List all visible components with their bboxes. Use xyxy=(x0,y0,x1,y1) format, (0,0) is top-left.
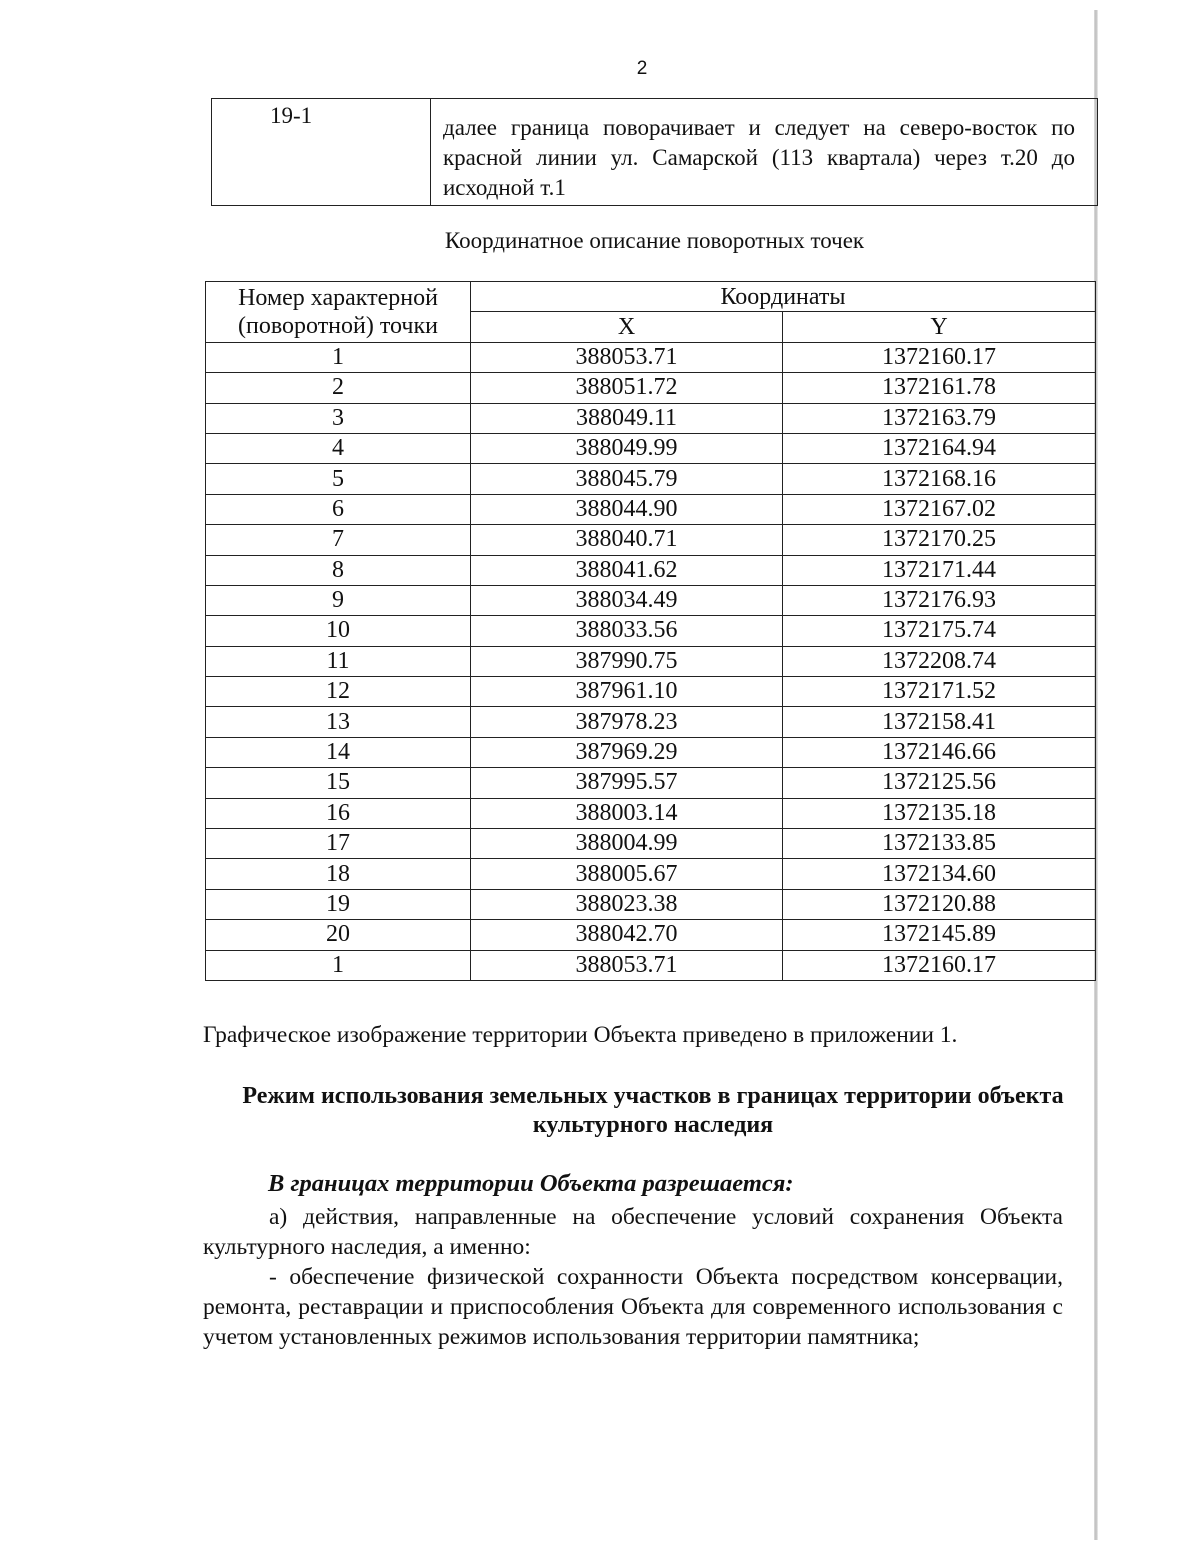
table-row xyxy=(206,494,1096,524)
table-row xyxy=(206,737,1096,767)
x-coordinate-cell: 387978.23 xyxy=(471,707,783,737)
point-number-cell: 5 xyxy=(206,464,471,494)
y-coordinate-cell: 1372145.89 xyxy=(783,920,1096,950)
x-coordinate-cell: 388004.99 xyxy=(471,829,783,859)
allowed-heading: В границах территории Объекта разрешается: xyxy=(268,1170,794,1197)
point-number-cell: 13 xyxy=(206,707,471,737)
y-coordinate-cell: 1372146.66 xyxy=(783,737,1096,767)
point-number-cell: 14 xyxy=(206,737,471,767)
y-coordinate-cell: 1372167.02 xyxy=(783,494,1096,524)
point-number-cell: 8 xyxy=(206,555,471,585)
segment-number: 19-1 xyxy=(212,99,431,206)
page-number: 2 xyxy=(636,58,648,79)
point-number-cell: 2 xyxy=(206,373,471,403)
y-coordinate-cell: 1372171.52 xyxy=(783,677,1096,707)
table-row xyxy=(206,829,1096,859)
x-coordinate-cell: 388005.67 xyxy=(471,859,783,889)
boundary-description-table xyxy=(211,98,1098,206)
table-row xyxy=(206,373,1096,403)
x-coordinate-cell: 388049.99 xyxy=(471,433,783,463)
coordinates-table xyxy=(205,281,1096,981)
x-coordinate-cell: 388044.90 xyxy=(471,494,783,524)
table-row xyxy=(206,798,1096,828)
x-coordinate-cell: 387969.29 xyxy=(471,737,783,767)
y-coordinate-cell: 1372208.74 xyxy=(783,646,1096,676)
header-x: X xyxy=(471,312,783,342)
y-coordinate-cell: 1372171.44 xyxy=(783,555,1096,585)
table-row xyxy=(206,707,1096,737)
point-number-cell: 4 xyxy=(206,433,471,463)
x-coordinate-cell: 388053.71 xyxy=(471,950,783,980)
point-number-cell: 16 xyxy=(206,798,471,828)
header-y: Y xyxy=(783,312,1096,342)
point-number-cell: 9 xyxy=(206,585,471,615)
table-row xyxy=(206,585,1096,615)
point-number-cell: 19 xyxy=(206,889,471,919)
point-number-cell: 17 xyxy=(206,829,471,859)
x-coordinate-cell: 388053.71 xyxy=(471,342,783,372)
coordinates-body xyxy=(206,342,1096,980)
x-coordinate-cell: 387961.10 xyxy=(471,677,783,707)
y-coordinate-cell: 1372133.85 xyxy=(783,829,1096,859)
table-row xyxy=(206,950,1096,980)
y-coordinate-cell: 1372168.16 xyxy=(783,464,1096,494)
x-coordinate-cell: 388040.71 xyxy=(471,525,783,555)
x-coordinate-cell: 388051.72 xyxy=(471,373,783,403)
x-coordinate-cell: 388042.70 xyxy=(471,920,783,950)
y-coordinate-cell: 1372160.17 xyxy=(783,950,1096,980)
point-number-cell: 3 xyxy=(206,403,471,433)
segment-description: далее граница поворачивает и следует на северо-восток по красной линии ул. Самарской (113 квартала) через т.20 до исходной т.1 xyxy=(431,99,1098,206)
y-coordinate-cell: 1372176.93 xyxy=(783,585,1096,615)
y-coordinate-cell: 1372135.18 xyxy=(783,798,1096,828)
x-coordinate-cell: 387990.75 xyxy=(471,646,783,676)
y-coordinate-cell: 1372164.94 xyxy=(783,433,1096,463)
y-coordinate-cell: 1372158.41 xyxy=(783,707,1096,737)
y-coordinate-cell: 1372160.17 xyxy=(783,342,1096,372)
point-number-cell: 20 xyxy=(206,920,471,950)
y-coordinate-cell: 1372161.78 xyxy=(783,373,1096,403)
point-number-cell: 6 xyxy=(206,494,471,524)
table-row xyxy=(206,920,1096,950)
x-coordinate-cell: 388045.79 xyxy=(471,464,783,494)
table-row xyxy=(212,99,1098,206)
table-row xyxy=(206,616,1096,646)
x-coordinate-cell: 387995.57 xyxy=(471,768,783,798)
point-number-cell: 15 xyxy=(206,768,471,798)
header-point-number: Номер характерной (поворотной) точки xyxy=(206,282,471,343)
table-row xyxy=(206,342,1096,372)
point-number-cell: 1 xyxy=(206,342,471,372)
coordinates-caption: Координатное описание поворотных точек xyxy=(444,228,865,253)
point-number-cell: 10 xyxy=(206,616,471,646)
item-dash: - обеспечение физической сохранности Объекта посредством консервации, ремонта, реставрации и приспособления Объекта для современного использования с учетом установленных режимов использования территории памятника; xyxy=(203,1264,1063,1350)
graphic-note: Графическое изображение территории Объекта приведено в приложении 1. xyxy=(203,1022,958,1048)
table-row xyxy=(206,646,1096,676)
point-number-cell: 1 xyxy=(206,950,471,980)
table-row xyxy=(206,433,1096,463)
point-number-cell: 12 xyxy=(206,677,471,707)
table-row xyxy=(206,677,1096,707)
regime-heading: Режим использования земельных участков в границах территории объекта культурного наследия xyxy=(242,1083,1064,1138)
table-row xyxy=(206,403,1096,433)
y-coordinate-cell: 1372163.79 xyxy=(783,403,1096,433)
point-number-cell: 11 xyxy=(206,646,471,676)
x-coordinate-cell: 388023.38 xyxy=(471,889,783,919)
y-coordinate-cell: 1372125.56 xyxy=(783,768,1096,798)
item-a: а) действия, направленные на обеспечение условий сохранения Объекта культурного наследия, а именно: xyxy=(203,1204,1063,1260)
x-coordinate-cell: 388003.14 xyxy=(471,798,783,828)
x-coordinate-cell: 388033.56 xyxy=(471,616,783,646)
table-row xyxy=(206,555,1096,585)
x-coordinate-cell: 388034.49 xyxy=(471,585,783,615)
x-coordinate-cell: 388041.62 xyxy=(471,555,783,585)
table-row xyxy=(206,464,1096,494)
y-coordinate-cell: 1372120.88 xyxy=(783,889,1096,919)
point-number-cell: 18 xyxy=(206,859,471,889)
y-coordinate-cell: 1372134.60 xyxy=(783,859,1096,889)
y-coordinate-cell: 1372170.25 xyxy=(783,525,1096,555)
point-number-cell: 7 xyxy=(206,525,471,555)
table-row xyxy=(206,525,1096,555)
table-row xyxy=(206,768,1096,798)
table-row xyxy=(206,859,1096,889)
table-row xyxy=(206,889,1096,919)
x-coordinate-cell: 388049.11 xyxy=(471,403,783,433)
y-coordinate-cell: 1372175.74 xyxy=(783,616,1096,646)
header-coordinates: Координаты xyxy=(471,282,1096,312)
